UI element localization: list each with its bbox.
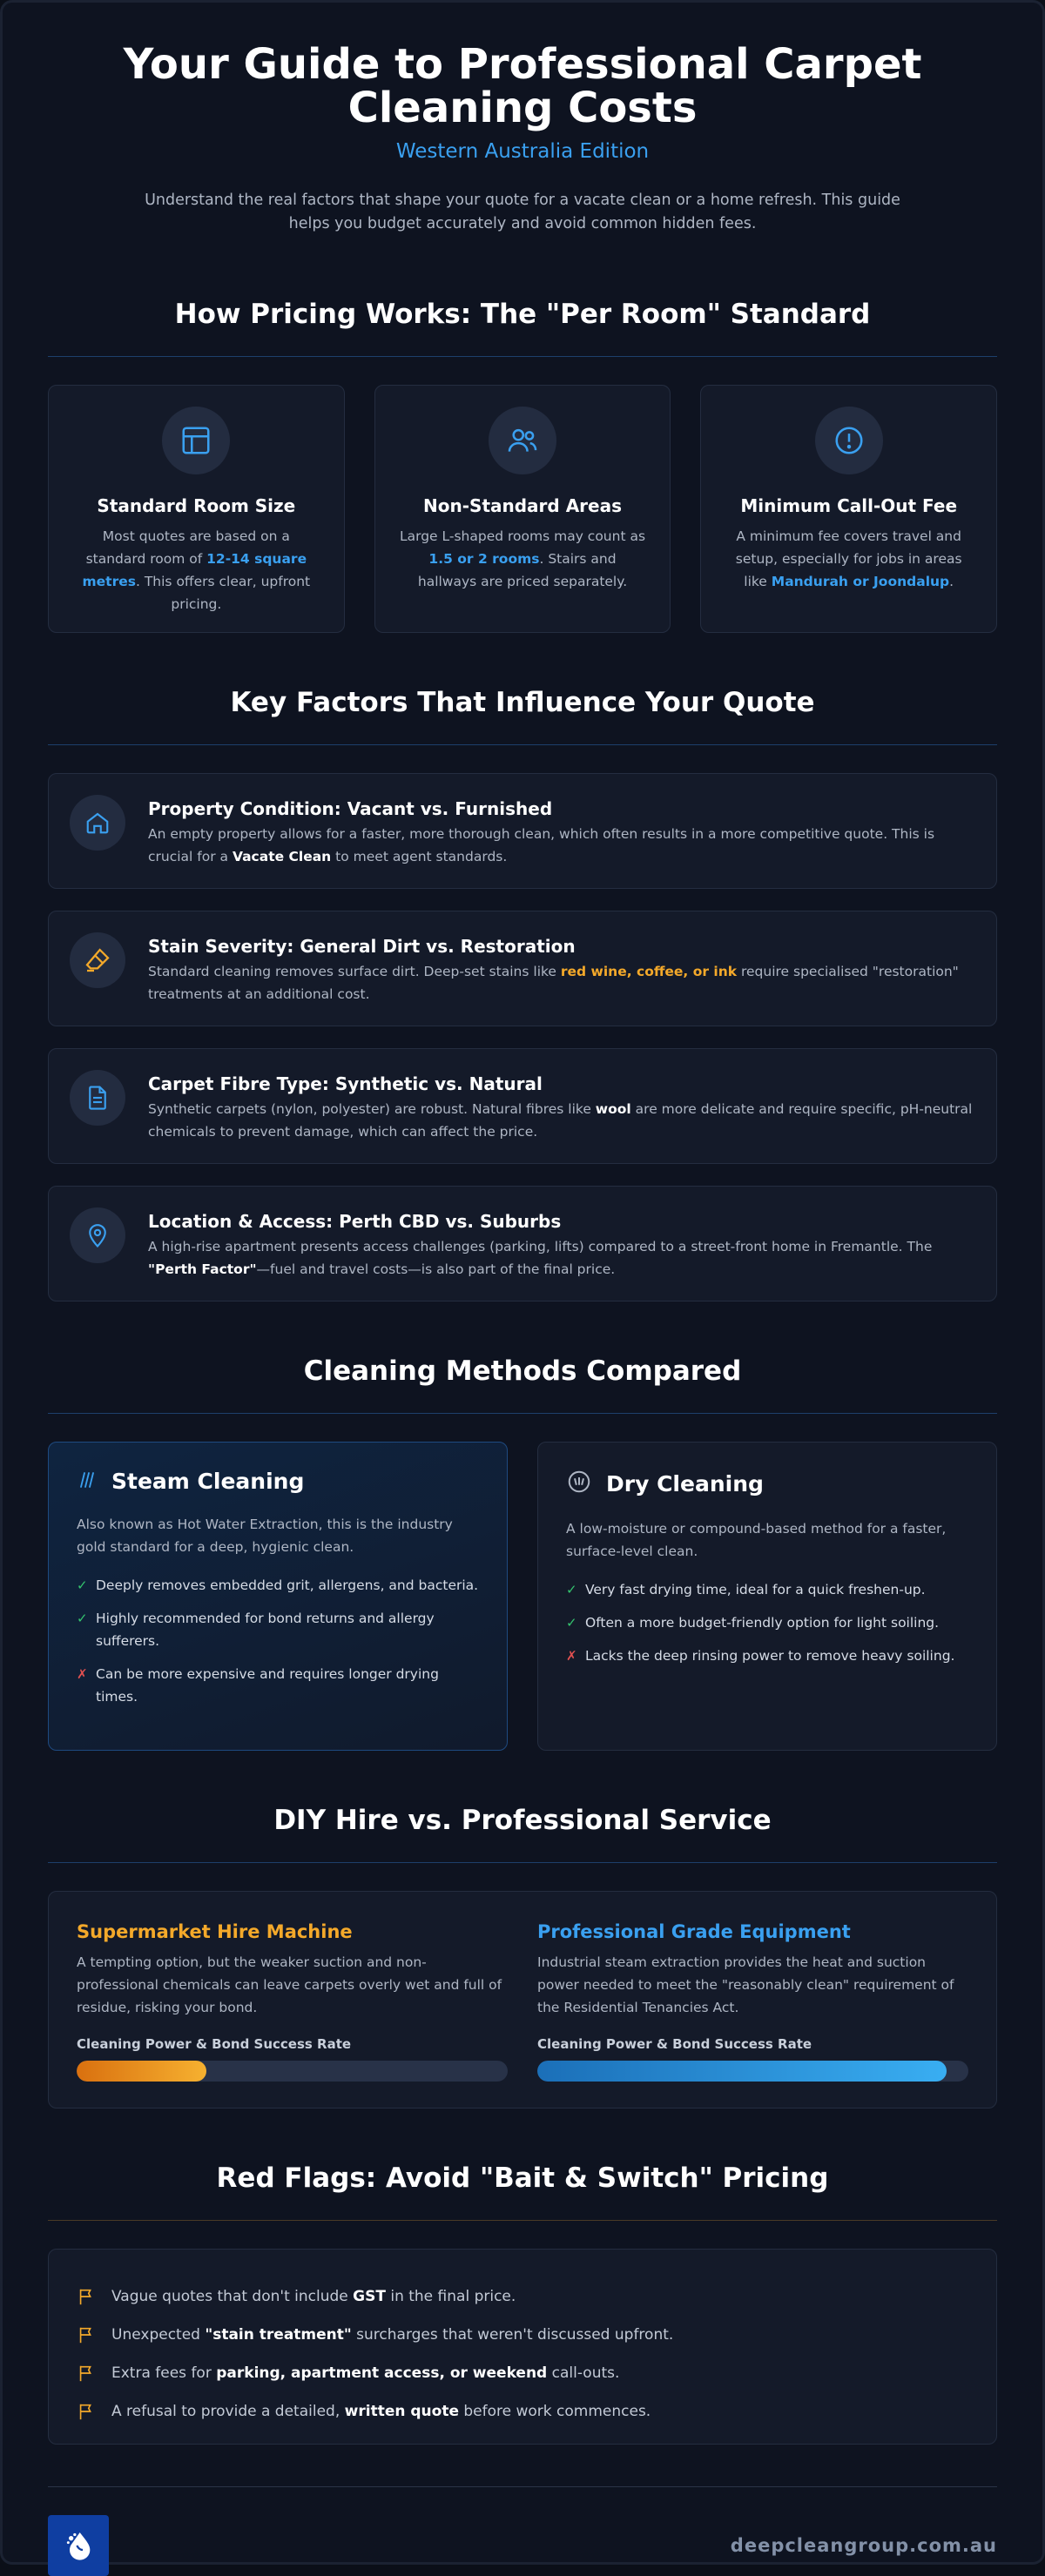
- map-pin-icon: [70, 1207, 125, 1263]
- method-title: Steam Cleaning: [111, 1469, 305, 1494]
- check-icon: ✓: [77, 1611, 88, 1626]
- card-title: Non-Standard Areas: [423, 495, 622, 516]
- method-desc: A low-moisture or compound-based method for a faster, surface-level clean.: [566, 1521, 947, 1559]
- pro-desc: Industrial steam extraction provides the heat and suction power needed to meet the "reasonably clean" requirement of the Residential Tenancies Act.: [537, 1954, 954, 2015]
- alert-icon: [815, 407, 883, 474]
- hire-power-bar: [77, 2061, 508, 2082]
- method-points: [77, 1574, 479, 1708]
- factors-title: Key Factors That Influence Your Quote: [230, 687, 815, 718]
- layout-icon: [162, 407, 230, 474]
- divider: [48, 744, 997, 745]
- factor-title: Property Condition: Vacant vs. Furnished: [148, 798, 553, 819]
- factor-card-fibre: [48, 1048, 997, 1164]
- hire-column: [77, 1921, 508, 2078]
- flag-icon: [77, 2325, 96, 2344]
- cross-icon: ✗: [566, 1648, 577, 1664]
- methods-title: Cleaning Methods Compared: [303, 1355, 742, 1387]
- users-icon: [489, 407, 556, 474]
- list-item: ✓ Deeply removes embedded grit, allergens, and bacteria.: [77, 1574, 479, 1597]
- pro-column: [537, 1921, 968, 2078]
- check-icon: ✓: [566, 1615, 577, 1631]
- list-item: ✓ Often a more budget-friendly option for light soiling.: [566, 1611, 968, 1634]
- divider: [48, 2220, 997, 2221]
- hire-title: Supermarket Hire Machine: [77, 1921, 353, 1942]
- flags-title: Red Flags: Avoid "Bait & Switch" Pricing: [216, 2162, 829, 2194]
- method-card-steam: [48, 1442, 508, 1751]
- methods-section: [48, 1355, 997, 1751]
- pricing-title: How Pricing Works: The "Per Room" Standard: [174, 299, 871, 330]
- hero: [48, 3, 997, 236]
- card-text: Large L-shaped rooms may count as 1.5 or 2 rooms. Stairs and hallways are priced separately.: [399, 528, 646, 589]
- factor-card-stain: [48, 911, 997, 1026]
- page-title: [48, 40, 997, 132]
- factor-card-property: [48, 773, 997, 889]
- card-text: Most quotes are based on a standard room of 12-14 square metres. This offers clear, upfront pricing.: [82, 528, 311, 612]
- card-title: Standard Room Size: [97, 495, 296, 516]
- cross-icon: ✗: [77, 1666, 88, 1682]
- intro-text: Understand the real factors that shape your quote for a vacate clean or a home refresh. This guide helps you budget accurately and avoid common hidden fees.: [145, 192, 900, 232]
- pricing-card-non-standard: [374, 385, 671, 633]
- factor-text: A high-rise apartment presents access challenges (parking, lifts) compared to a street-front home in Fremantle. The "Perth Factor"—fuel and travel costs—is also part of the final price.: [148, 1239, 933, 1277]
- pro-title: Professional Grade Equipment: [537, 1921, 851, 1942]
- flag-icon: [77, 2402, 96, 2421]
- pricing-card-call-out: [700, 385, 997, 633]
- pricing-card-room-size: [48, 385, 345, 633]
- dry-clean-icon: [566, 1469, 592, 1498]
- factor-title: Carpet Fibre Type: Synthetic vs. Natural: [148, 1073, 543, 1094]
- divider: [48, 1862, 997, 1863]
- flag-icon: [77, 2287, 96, 2306]
- divider: [48, 356, 997, 357]
- check-icon: ✓: [566, 1582, 577, 1597]
- home-icon: [70, 795, 125, 851]
- bar-label: Cleaning Power & Bond Success Rate: [537, 2036, 812, 2052]
- method-card-dry: [537, 1442, 997, 1751]
- list-item: ✗ Can be more expensive and requires longer drying times.: [77, 1663, 479, 1708]
- title-line-1: Your Guide to Professional Carpet: [123, 40, 922, 89]
- diy-card: [48, 1891, 997, 2109]
- factor-title: Location & Access: Perth CBD vs. Suburbs: [148, 1211, 562, 1232]
- page-subtitle: Western Australia Edition: [395, 140, 650, 163]
- website-link[interactable]: deepcleangroup.com.au: [730, 2535, 997, 2556]
- eraser-icon: [70, 932, 125, 988]
- divider: [48, 2486, 997, 2487]
- flags-card: [48, 2249, 997, 2445]
- list-item: A refusal to provide a detailed, written quote before work commences.: [77, 2392, 968, 2431]
- pro-power-bar: [537, 2061, 968, 2082]
- factor-text: An empty property allows for a faster, more thorough clean, which often results in a more competitive quote. This is crucial for a Vacate Clean to meet agent standards.: [148, 826, 935, 864]
- factor-text: Synthetic carpets (nylon, polyester) are robust. Natural fibres like wool are more delicate and require specific, pH-neutral chemicals to prevent damage, which can affect the price.: [148, 1101, 973, 1140]
- check-icon: ✓: [77, 1577, 88, 1593]
- factor-title: Stain Severity: General Dirt vs. Restoration: [148, 936, 576, 957]
- steam-icon: [77, 1470, 98, 1494]
- flag-icon: [77, 2364, 96, 2383]
- pricing-section: [48, 299, 997, 633]
- droplet-logo-icon[interactable]: [48, 2515, 109, 2576]
- footer: [48, 2515, 997, 2576]
- hire-desc: A tempting option, but the weaker suction and non-professional chemicals can leave carpets overly wet and full of residue, risking your bond.: [77, 1954, 502, 2015]
- list-item: Unexpected "stain treatment" surcharges that weren't discussed upfront.: [77, 2316, 968, 2354]
- flags-section: [48, 2162, 997, 2445]
- factor-card-location: [48, 1186, 997, 1301]
- document-icon: [70, 1070, 125, 1126]
- list-item: ✗ Lacks the deep rinsing power to remove heavy soiling.: [566, 1644, 968, 1667]
- factor-text: Standard cleaning removes surface dirt. Deep-set stains like red wine, coffee, or ink require specialised "restoration" treatments at an additional cost.: [148, 964, 959, 1002]
- list-item: Vague quotes that don't include GST in the final price.: [77, 2277, 968, 2316]
- title-line-2: Cleaning Costs: [347, 84, 698, 132]
- bar-label: Cleaning Power & Bond Success Rate: [77, 2036, 352, 2052]
- factors-section: [48, 687, 997, 1301]
- list-item: Extra fees for parking, apartment access, or weekend call-outs.: [77, 2354, 968, 2392]
- method-title: Dry Cleaning: [606, 1470, 764, 1497]
- list-item: ✓ Highly recommended for bond returns and allergy sufferers.: [77, 1607, 479, 1652]
- method-desc: Also known as Hot Water Extraction, this is the industry gold standard for a deep, hygienic clean.: [77, 1517, 453, 1555]
- bar-fill: [77, 2061, 206, 2082]
- card-title: Minimum Call-Out Fee: [740, 495, 958, 516]
- divider: [48, 1413, 997, 1414]
- method-points: [566, 1578, 968, 1667]
- diy-title: DIY Hire vs. Professional Service: [273, 1805, 772, 1836]
- diy-section: [48, 1805, 997, 2109]
- card-text: A minimum fee covers travel and setup, especially for jobs in areas like Mandurah or Joondalup.: [735, 528, 962, 589]
- bar-fill: [537, 2061, 947, 2082]
- list-item: ✓ Very fast drying time, ideal for a quick freshen-up.: [566, 1578, 968, 1601]
